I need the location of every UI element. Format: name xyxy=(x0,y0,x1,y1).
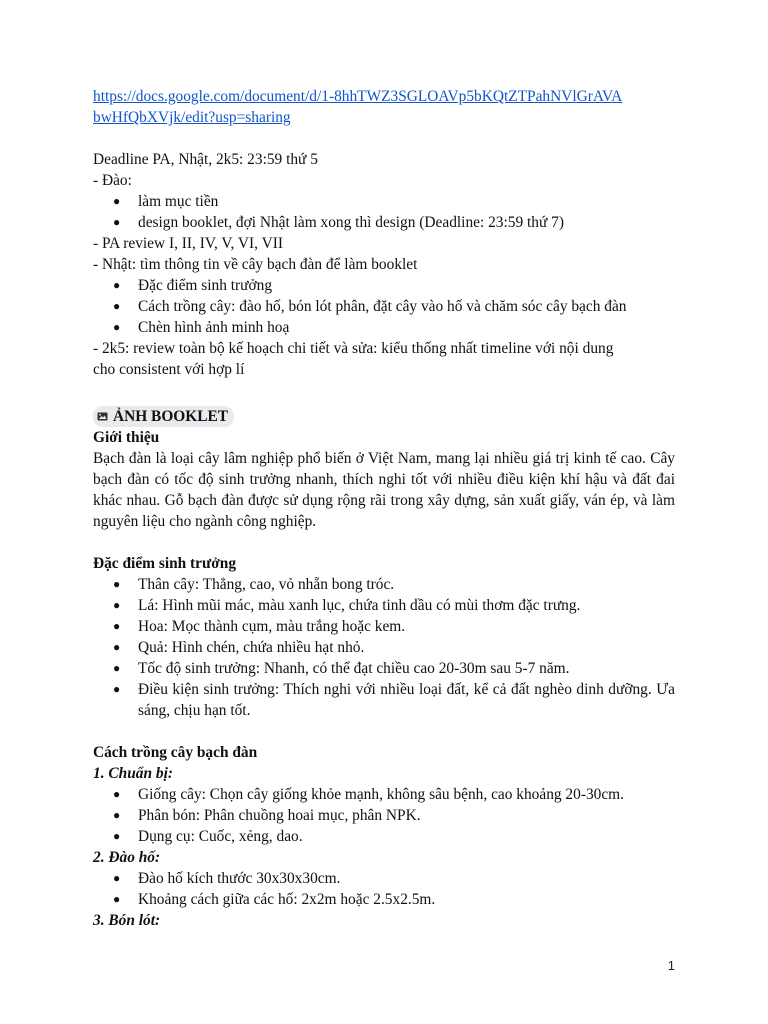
link-line-1: https://docs.google.com/document/d/1-8hhTWZ3SGLOAVp5bKQtZTPahNVlGrAVA xyxy=(93,88,623,105)
pa-review-line: - PA review I, II, IV, V, VI, VII xyxy=(93,235,283,252)
page-number: 1 xyxy=(667,958,675,973)
list-item: ● Phân bón: Phân chuồng hoai mục, phân NPK. xyxy=(93,805,675,826)
nhat-label: - Nhật: tìm thông tin về cây bạch đàn để làm booklet xyxy=(93,256,418,273)
dao-label: - Đào: xyxy=(93,172,132,189)
google-docs-link[interactable] xyxy=(93,86,675,128)
list-item: ● Hoa: Mọc thành cụm, màu trắng hoặc kem. xyxy=(93,616,675,637)
k5-line-2: cho consistent với hợp lí xyxy=(93,361,245,378)
list-item: ● Cách trồng cây: đào hố, bón lót phân, đặt cây vào hố và chăm sóc cây bạch đàn xyxy=(93,296,675,317)
list-item: ● Giống cây: Chọn cây giống khỏe mạnh, không sâu bệnh, cao khoảng 20-30cm. xyxy=(93,784,675,805)
fert-heading: 3. Bón lót: xyxy=(93,912,161,929)
list-item: ● Thân cây: Thẳng, cao, vỏ nhẵn bong tróc. xyxy=(93,574,675,595)
nhat-task-list xyxy=(93,275,675,338)
list-item: ● Đào hố kích thước 30x30x30cm. xyxy=(93,868,675,889)
link-line-2: bwHfQbXVjk/edit?usp=sharing xyxy=(93,109,291,126)
booklet-chip[interactable] xyxy=(93,406,234,427)
list-item: ● Điều kiện sinh trưởng: Thích nghi với nhiều loại đất, kể cả đất nghèo dinh dưỡng. Ưa sáng, chịu hạn tốt. xyxy=(93,679,675,721)
list-item: ● làm mục tiền xyxy=(93,191,675,212)
dao-task-list xyxy=(93,191,675,233)
list-item: ● Tốc độ sinh trưởng: Nhanh, có thể đạt chiều cao 20-30m sau 5-7 năm. xyxy=(93,658,675,679)
document-page xyxy=(93,86,675,931)
planting-heading: Cách trồng cây bạch đàn xyxy=(93,744,258,761)
list-item: ● Lá: Hình mũi mác, màu xanh lục, chứa tinh dầu có mùi thơm đặc trưng. xyxy=(93,595,675,616)
list-item: ● Quả: Hình chén, chứa nhiều hạt nhỏ. xyxy=(93,637,675,658)
chip-label: ẢNH BOOKLET xyxy=(113,408,229,425)
list-item: ● Khoảng cách giữa các hố: 2x2m hoặc 2.5x2.5m. xyxy=(93,889,675,910)
intro-heading: Giới thiệu xyxy=(93,429,160,446)
growth-list xyxy=(93,574,675,721)
image-icon xyxy=(97,412,108,421)
list-item: ● Dụng cụ: Cuốc, xẻng, dao. xyxy=(93,826,675,847)
growth-heading: Đặc điểm sinh trưởng xyxy=(93,555,237,572)
intro-paragraph: Bạch đàn là loại cây lâm nghiệp phổ biến ở Việt Nam, mang lại nhiều giá trị kinh tế cao. Cây bạch đàn có tốc độ sinh trưởng nhanh, thích nghi tốt với nhiều điều kiện khí hậu và đất đai khác nhau. Gỗ bạch đàn được sử dụng rộng rãi trong xây dựng, sản xuất giấy, ván ép, và làm nguyên liệu cho ngành công nghiệp. xyxy=(93,450,675,530)
list-item: ● Đặc điểm sinh trưởng xyxy=(93,275,675,296)
dig-list xyxy=(93,868,675,910)
list-item: ● design booklet, đợi Nhật làm xong thì design (Deadline: 23:59 thứ 7) xyxy=(93,212,675,233)
dig-heading: 2. Đào hố: xyxy=(93,849,161,866)
deadline-line: Deadline PA, Nhật, 2k5: 23:59 thứ 5 xyxy=(93,151,318,168)
list-item: ● Chèn hình ảnh minh hoạ xyxy=(93,317,675,338)
prep-list xyxy=(93,784,675,847)
prep-heading: 1. Chuẩn bị: xyxy=(93,765,173,782)
k5-line-1: - 2k5: review toàn bộ kế hoạch chi tiết và sửa: kiểu thống nhất timeline với nội dung xyxy=(93,340,614,357)
